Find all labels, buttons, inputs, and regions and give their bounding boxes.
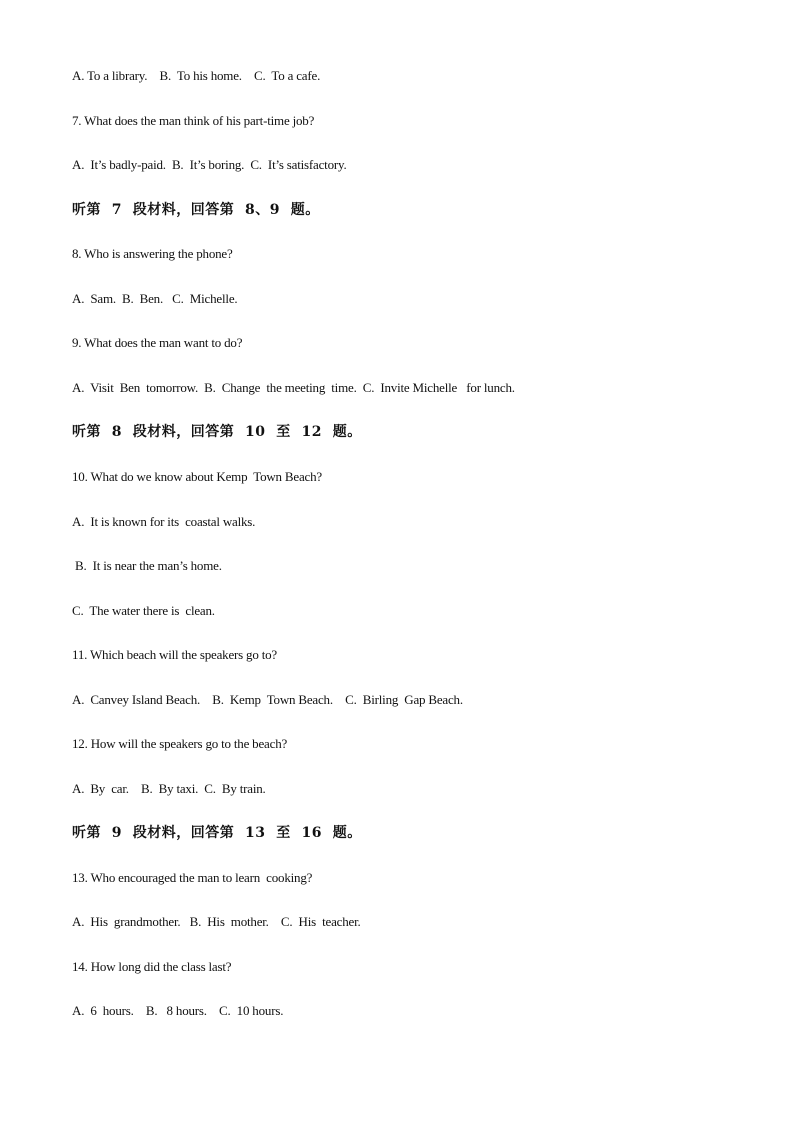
options-q7: A. It’s badly-paid. B. It’s boring. C. It’s satisfactory. xyxy=(72,157,347,172)
question-11: 11. Which beach will the speakers go to? xyxy=(72,647,277,662)
question-12: 12. How will the speakers go to the beach? xyxy=(72,736,288,751)
options-q14: A. 6 hours. B. 8 hours. C. 10 hours. xyxy=(72,1003,284,1018)
question-9: 9. What does the man want to do? xyxy=(72,335,243,350)
options-q8: A. Sam. B. Ben. C. Michelle. xyxy=(72,291,238,306)
option-q10-a: A. It is known for its coastal walks. xyxy=(72,514,256,529)
question-14: 14. How long did the class last? xyxy=(72,959,232,974)
section-heading-7: 听第 7 段材料，回答第 8、9 题。 xyxy=(72,202,320,218)
options-q11: A. Canvey Island Beach. B. Kemp Town Beach. C. Birling Gap Beach. xyxy=(72,692,463,707)
options-q12: A. By car. B. By taxi. C. By train. xyxy=(72,781,266,796)
question-8: 8. Who is answering the phone? xyxy=(72,246,233,261)
question-10: 10. What do we know about Kemp Town Beach? xyxy=(72,469,322,484)
options-q13: A. His grandmother. B. His mother. C. His teacher. xyxy=(72,914,361,929)
options-q9: A. Visit Ben tomorrow. B. Change the meeting time. C. Invite Michelle for lunch. xyxy=(72,380,515,395)
option-q10-c: C. The water there is clean. xyxy=(72,603,215,618)
option-q10-b: B. It is near the man’s home. xyxy=(72,558,222,573)
options-q6: A. To a library. B. To his home. C. To a cafe. xyxy=(72,68,321,83)
section-heading-8: 听第 8 段材料，回答第 10 至 12 题。 xyxy=(72,424,362,440)
section-heading-9: 听第 9 段材料，回答第 13 至 16 题。 xyxy=(72,825,362,841)
question-7: 7. What does the man think of his part-time job? xyxy=(72,113,315,128)
question-13: 13. Who encouraged the man to learn cooking? xyxy=(72,870,313,885)
